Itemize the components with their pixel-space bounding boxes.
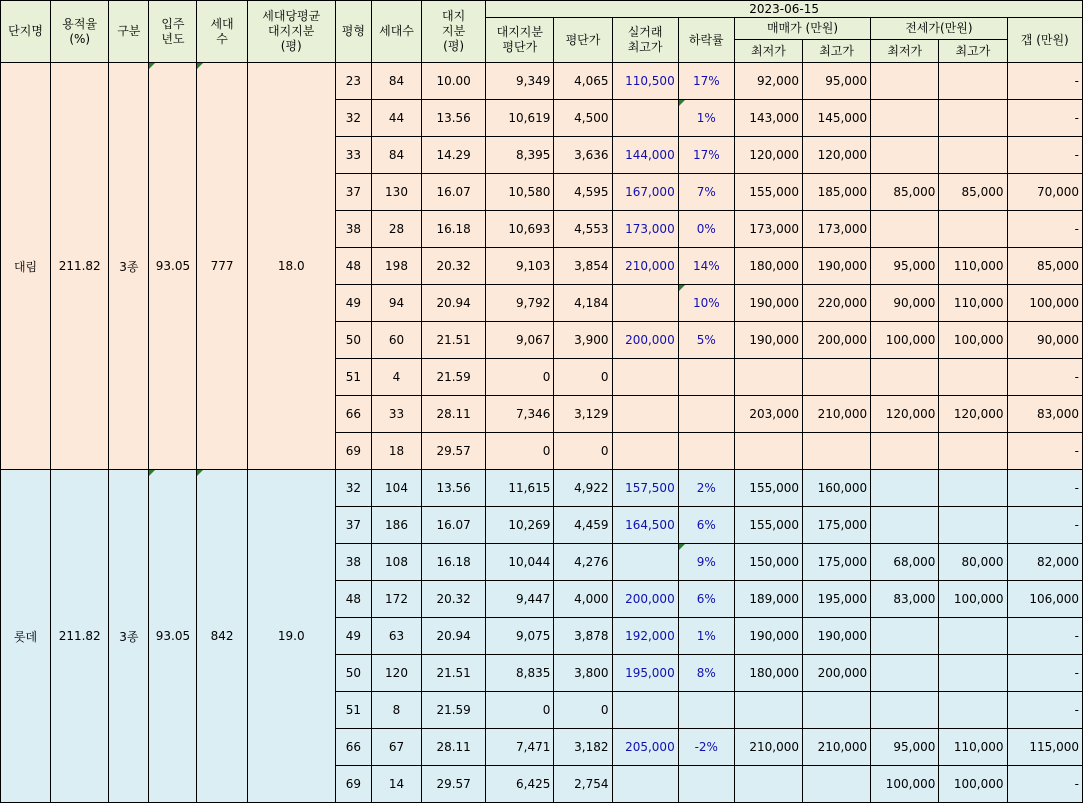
- cell-py-price: 3,854: [554, 248, 612, 285]
- cell-sale-max: [803, 433, 871, 470]
- cell-jeonse-max: 100,000: [939, 322, 1007, 359]
- cell-sale-min: 155,000: [734, 507, 802, 544]
- cell-py-price: 3,878: [554, 618, 612, 655]
- complex-zone: 3종: [109, 63, 149, 470]
- cell-max-trade: [612, 359, 678, 396]
- cell-land-share: 28.11: [422, 729, 486, 766]
- cell-pyeong: 48: [335, 581, 371, 618]
- cell-drop: 9%: [678, 544, 734, 581]
- cell-py-price: 3,900: [554, 322, 612, 359]
- cell-gap: 100,000: [1007, 285, 1082, 322]
- cell-jeonse-min: 85,000: [871, 174, 939, 211]
- cell-jeonse-max: [939, 211, 1007, 248]
- cell-max-trade: 200,000: [612, 581, 678, 618]
- cell-land-share: 16.18: [422, 211, 486, 248]
- cell-jeonse-max: [939, 137, 1007, 174]
- cell-sale-min: [734, 692, 802, 729]
- cell-land-share: 20.32: [422, 248, 486, 285]
- cell-pyeong: 32: [335, 470, 371, 507]
- cell-pyeong: 49: [335, 285, 371, 322]
- cell-jeonse-max: 120,000: [939, 396, 1007, 433]
- cell-sale-max: 145,000: [803, 100, 871, 137]
- cell-jeonse-max: 85,000: [939, 174, 1007, 211]
- cell-pyeong: 23: [335, 63, 371, 100]
- cell-gap: 106,000: [1007, 581, 1082, 618]
- cell-land-price: 10,619: [486, 100, 554, 137]
- cell-max-trade: [612, 285, 678, 322]
- cell-sale-min: 190,000: [734, 322, 802, 359]
- cell-max-trade: [612, 766, 678, 803]
- cell-sale-max: 173,000: [803, 211, 871, 248]
- cell-sale-min: 155,000: [734, 174, 802, 211]
- cell-land-price: 9,792: [486, 285, 554, 322]
- cell-gap: 82,000: [1007, 544, 1082, 581]
- header-sale-max: 최고가: [819, 44, 854, 58]
- cell-land-price: 10,580: [486, 174, 554, 211]
- cell-sale-max: 95,000: [803, 63, 871, 100]
- cell-gap: -: [1007, 137, 1082, 174]
- cell-max-trade: 144,000: [612, 137, 678, 174]
- cell-land-share: 16.18: [422, 544, 486, 581]
- cell-drop: [678, 433, 734, 470]
- cell-unit-count: 63: [371, 618, 421, 655]
- cell-drop: 14%: [678, 248, 734, 285]
- cell-pyeong: 37: [335, 507, 371, 544]
- cell-jeonse-min: [871, 137, 939, 174]
- cell-unit-count: 198: [371, 248, 421, 285]
- header-sale-min: 최저가: [735, 40, 803, 62]
- cell-unit-count: 33: [371, 396, 421, 433]
- cell-sale-min: [734, 433, 802, 470]
- cell-land-share: 10.00: [422, 63, 486, 100]
- cell-jeonse-min: [871, 63, 939, 100]
- cell-gap: -: [1007, 359, 1082, 396]
- cell-max-trade: 110,500: [612, 63, 678, 100]
- cell-jeonse-min: [871, 655, 939, 692]
- cell-drop: 5%: [678, 322, 734, 359]
- cell-sale-min: 173,000: [734, 211, 802, 248]
- cell-drop: [678, 692, 734, 729]
- cell-jeonse-max: 100,000: [939, 581, 1007, 618]
- cell-jeonse-min: [871, 470, 939, 507]
- cell-drop: 1%: [678, 100, 734, 137]
- cell-sale-min: 120,000: [734, 137, 802, 174]
- cell-sale-min: 190,000: [734, 285, 802, 322]
- cell-land-share: 16.07: [422, 507, 486, 544]
- cell-pyeong: 33: [335, 137, 371, 174]
- header-jeonse-max: 최고가: [955, 44, 991, 58]
- cell-py-price: 3,636: [554, 137, 612, 174]
- cell-jeonse-max: [939, 359, 1007, 396]
- cell-max-trade: 210,000: [612, 248, 678, 285]
- cell-unit-count: 84: [371, 137, 421, 174]
- cell-drop: 7%: [678, 174, 734, 211]
- cell-max-trade: [612, 544, 678, 581]
- cell-sale-max: [803, 692, 871, 729]
- cell-max-trade: 192,000: [612, 618, 678, 655]
- cell-py-price: 0: [554, 359, 612, 396]
- cell-sale-max: 185,000: [803, 174, 871, 211]
- cell-sale-max: 175,000: [803, 507, 871, 544]
- header-year: [149, 1, 197, 63]
- complex-households: 777: [197, 63, 247, 470]
- cell-land-share: 21.51: [422, 322, 486, 359]
- cell-jeonse-max: 100,000: [939, 766, 1007, 803]
- cell-land-share: 29.57: [422, 766, 486, 803]
- cell-drop: [678, 396, 734, 433]
- cell-unit-count: 14: [371, 766, 421, 803]
- cell-land-share: 28.11: [422, 396, 486, 433]
- cell-land-price: 9,349: [486, 63, 554, 100]
- cell-jeonse-max: [939, 100, 1007, 137]
- header-households-label: 세대 수: [210, 16, 234, 46]
- cell-jeonse-max: 110,000: [939, 729, 1007, 766]
- cell-unit-count: 108: [371, 544, 421, 581]
- cell-gap: -: [1007, 507, 1082, 544]
- cell-unit-count: 44: [371, 100, 421, 137]
- cell-jeonse-min: [871, 507, 939, 544]
- cell-jeonse-min: [871, 211, 939, 248]
- cell-unit-count: 94: [371, 285, 421, 322]
- header-land-price: [486, 18, 554, 63]
- cell-max-trade: 164,500: [612, 507, 678, 544]
- cell-land-price: 8,835: [486, 655, 554, 692]
- cell-pyeong: 49: [335, 618, 371, 655]
- cell-drop: 8%: [678, 655, 734, 692]
- complex-far: 211.82: [51, 470, 109, 803]
- cell-pyeong: 69: [335, 766, 371, 803]
- complex-households: 842: [197, 470, 247, 803]
- table-row: [1, 470, 1083, 507]
- cell-drop: -2%: [678, 729, 734, 766]
- cell-jeonse-min: 100,000: [871, 766, 939, 803]
- cell-sale-max: 200,000: [803, 655, 871, 692]
- cell-sale-min: 180,000: [734, 655, 802, 692]
- cell-max-trade: 157,500: [612, 470, 678, 507]
- cell-sale-min: 150,000: [734, 544, 802, 581]
- cell-drop: [678, 766, 734, 803]
- cell-sale-max: 190,000: [803, 248, 871, 285]
- cell-land-price: 9,067: [486, 322, 554, 359]
- header-far-label: 용적율 (%): [62, 16, 98, 46]
- cell-gap: 85,000: [1007, 248, 1082, 285]
- cell-jeonse-max: 110,000: [939, 285, 1007, 322]
- cell-py-price: 3,129: [554, 396, 612, 433]
- cell-jeonse-min: 90,000: [871, 285, 939, 322]
- cell-py-price: 0: [554, 433, 612, 470]
- complex-name: 대림: [1, 63, 51, 470]
- cell-pyeong: 38: [335, 211, 371, 248]
- cell-land-share: 21.59: [422, 692, 486, 729]
- cell-sale-min: 189,000: [734, 581, 802, 618]
- cell-sale-min: [734, 766, 802, 803]
- header-households: [197, 1, 247, 63]
- cell-pyeong: 51: [335, 359, 371, 396]
- cell-pyeong: 69: [335, 433, 371, 470]
- cell-drop: 2%: [678, 470, 734, 507]
- complex-land-per-hh: 18.0: [247, 63, 335, 470]
- cell-jeonse-max: [939, 63, 1007, 100]
- header-land-share-label: 대지 지분 (평): [442, 9, 466, 53]
- header-sale-sub: [735, 40, 870, 62]
- cell-py-price: 4,500: [554, 100, 612, 137]
- cell-sale-max: 200,000: [803, 322, 871, 359]
- cell-pyeong: 50: [335, 655, 371, 692]
- cell-sale-min: 92,000: [734, 63, 802, 100]
- cell-py-price: 4,000: [554, 581, 612, 618]
- cell-land-price: 0: [486, 433, 554, 470]
- cell-py-price: 4,184: [554, 285, 612, 322]
- cell-max-trade: [612, 692, 678, 729]
- cell-max-trade: 167,000: [612, 174, 678, 211]
- cell-jeonse-min: 100,000: [871, 322, 939, 359]
- header-max-trade: [612, 18, 678, 63]
- cell-pyeong: 48: [335, 248, 371, 285]
- header-date: 2023-06-15: [486, 1, 1083, 18]
- header-zone: 구분: [109, 1, 149, 63]
- cell-pyeong: 66: [335, 729, 371, 766]
- cell-land-price: 0: [486, 359, 554, 396]
- cell-land-price: 7,471: [486, 729, 554, 766]
- cell-gap: 90,000: [1007, 322, 1082, 359]
- cell-jeonse-max: 110,000: [939, 248, 1007, 285]
- cell-land-price: 9,103: [486, 248, 554, 285]
- cell-pyeong: 32: [335, 100, 371, 137]
- cell-jeonse-min: [871, 359, 939, 396]
- header-jeonse-min: 최저가: [871, 40, 939, 62]
- cell-jeonse-min: [871, 100, 939, 137]
- cell-py-price: 4,459: [554, 507, 612, 544]
- cell-unit-count: 8: [371, 692, 421, 729]
- header-sale-group: [734, 18, 870, 63]
- cell-drop: 6%: [678, 507, 734, 544]
- cell-jeonse-max: [939, 470, 1007, 507]
- header-py-price: 평단가: [554, 18, 612, 63]
- cell-land-share: 16.07: [422, 174, 486, 211]
- cell-land-share: 20.94: [422, 618, 486, 655]
- cell-sale-max: 220,000: [803, 285, 871, 322]
- table-body: [1, 63, 1083, 803]
- cell-max-trade: 205,000: [612, 729, 678, 766]
- cell-jeonse-min: 120,000: [871, 396, 939, 433]
- cell-land-share: 29.57: [422, 433, 486, 470]
- header-unit-count: 세대수: [371, 1, 421, 63]
- table-row: [1, 63, 1083, 100]
- cell-sale-max: 195,000: [803, 581, 871, 618]
- cell-land-share: 21.51: [422, 655, 486, 692]
- cell-land-share: 21.59: [422, 359, 486, 396]
- cell-jeonse-max: [939, 618, 1007, 655]
- cell-sale-max: 175,000: [803, 544, 871, 581]
- cell-pyeong: 50: [335, 322, 371, 359]
- cell-drop: 1%: [678, 618, 734, 655]
- complex-year: 93.05: [149, 63, 197, 470]
- complex-name: 롯데: [1, 470, 51, 803]
- header-far: [51, 1, 109, 63]
- cell-unit-count: 130: [371, 174, 421, 211]
- cell-sale-min: [734, 359, 802, 396]
- cell-land-price: 8,395: [486, 137, 554, 174]
- header-land-price-label: 대지지분 평단가: [496, 25, 543, 54]
- cell-unit-count: 172: [371, 581, 421, 618]
- cell-gap: -: [1007, 100, 1082, 137]
- cell-unit-count: 186: [371, 507, 421, 544]
- header-land-per-hh: [247, 1, 335, 63]
- cell-jeonse-min: [871, 618, 939, 655]
- cell-gap: -: [1007, 618, 1082, 655]
- cell-drop: 10%: [678, 285, 734, 322]
- cell-sale-max: [803, 766, 871, 803]
- cell-gap: -: [1007, 692, 1082, 729]
- cell-drop: 17%: [678, 63, 734, 100]
- cell-max-trade: [612, 396, 678, 433]
- cell-unit-count: 120: [371, 655, 421, 692]
- complex-zone: 3종: [109, 470, 149, 803]
- cell-sale-min: 190,000: [734, 618, 802, 655]
- header-sale: 매매가 (만원): [735, 18, 870, 40]
- header-complex: 단지명: [1, 1, 51, 63]
- cell-max-trade: [612, 433, 678, 470]
- cell-gap: -: [1007, 433, 1082, 470]
- cell-py-price: 2,754: [554, 766, 612, 803]
- cell-jeonse-min: 95,000: [871, 729, 939, 766]
- cell-land-price: 0: [486, 692, 554, 729]
- header-jeonse-group: [871, 18, 1007, 63]
- header-year-label: 입주 년도: [161, 16, 185, 46]
- cell-unit-count: 4: [371, 359, 421, 396]
- cell-land-price: 10,693: [486, 211, 554, 248]
- cell-sale-min: 180,000: [734, 248, 802, 285]
- cell-land-share: 14.29: [422, 137, 486, 174]
- cell-land-share: 20.94: [422, 285, 486, 322]
- cell-drop: [678, 359, 734, 396]
- cell-land-share: 20.32: [422, 581, 486, 618]
- cell-gap: -: [1007, 655, 1082, 692]
- cell-jeonse-min: [871, 692, 939, 729]
- cell-sale-min: 143,000: [734, 100, 802, 137]
- cell-py-price: 3,800: [554, 655, 612, 692]
- cell-unit-count: 104: [371, 470, 421, 507]
- cell-unit-count: 28: [371, 211, 421, 248]
- cell-jeonse-min: [871, 433, 939, 470]
- complex-land-per-hh: 19.0: [247, 470, 335, 803]
- cell-jeonse-max: [939, 507, 1007, 544]
- cell-pyeong: 51: [335, 692, 371, 729]
- cell-pyeong: 37: [335, 174, 371, 211]
- header-pyeong: 평형: [335, 1, 371, 63]
- cell-land-share: 13.56: [422, 100, 486, 137]
- cell-unit-count: 18: [371, 433, 421, 470]
- cell-py-price: 4,595: [554, 174, 612, 211]
- cell-unit-count: 84: [371, 63, 421, 100]
- cell-sale-min: 155,000: [734, 470, 802, 507]
- cell-jeonse-min: 95,000: [871, 248, 939, 285]
- cell-sale-min: 203,000: [734, 396, 802, 433]
- cell-gap: -: [1007, 470, 1082, 507]
- cell-py-price: 0: [554, 692, 612, 729]
- cell-land-price: 9,075: [486, 618, 554, 655]
- cell-land-price: 7,346: [486, 396, 554, 433]
- header-land-share: [422, 1, 486, 63]
- cell-gap: 70,000: [1007, 174, 1082, 211]
- cell-jeonse-max: [939, 655, 1007, 692]
- cell-drop: 6%: [678, 581, 734, 618]
- cell-gap: -: [1007, 766, 1082, 803]
- cell-land-price: 10,044: [486, 544, 554, 581]
- cell-py-price: 4,065: [554, 63, 612, 100]
- cell-land-share: 13.56: [422, 470, 486, 507]
- header-max-trade-label: 실거래 최고가: [627, 25, 663, 54]
- cell-unit-count: 60: [371, 322, 421, 359]
- cell-jeonse-max: [939, 692, 1007, 729]
- cell-py-price: 3,182: [554, 729, 612, 766]
- cell-sale-max: 120,000: [803, 137, 871, 174]
- cell-drop: 0%: [678, 211, 734, 248]
- header-jeonse-sub: [871, 40, 1006, 62]
- cell-drop: 17%: [678, 137, 734, 174]
- cell-sale-min: 210,000: [734, 729, 802, 766]
- cell-sale-max: 160,000: [803, 470, 871, 507]
- cell-py-price: 4,922: [554, 470, 612, 507]
- cell-jeonse-min: 83,000: [871, 581, 939, 618]
- complex-year: 93.05: [149, 470, 197, 803]
- cell-jeonse-max: 80,000: [939, 544, 1007, 581]
- header-jeonse: 전세가(만원): [871, 18, 1006, 40]
- cell-py-price: 4,276: [554, 544, 612, 581]
- cell-unit-count: 67: [371, 729, 421, 766]
- cell-sale-max: [803, 359, 871, 396]
- cell-py-price: 4,553: [554, 211, 612, 248]
- header-land-per-hh-label: 세대당평균 대지지분 (평): [262, 9, 321, 53]
- cell-land-price: 9,447: [486, 581, 554, 618]
- cell-max-trade: 173,000: [612, 211, 678, 248]
- cell-max-trade: [612, 100, 678, 137]
- cell-land-price: 6,425: [486, 766, 554, 803]
- cell-jeonse-max: [939, 433, 1007, 470]
- complex-far: 211.82: [51, 63, 109, 470]
- cell-gap: 115,000: [1007, 729, 1082, 766]
- cell-gap: -: [1007, 211, 1082, 248]
- cell-sale-max: 210,000: [803, 729, 871, 766]
- cell-sale-max: 210,000: [803, 396, 871, 433]
- cell-gap: 83,000: [1007, 396, 1082, 433]
- header-drop: 하락률: [678, 18, 734, 63]
- cell-max-trade: 200,000: [612, 322, 678, 359]
- cell-land-price: 10,269: [486, 507, 554, 544]
- cell-gap: -: [1007, 63, 1082, 100]
- header-gap: 갭 (만원): [1007, 18, 1082, 63]
- cell-pyeong: 66: [335, 396, 371, 433]
- cell-pyeong: 38: [335, 544, 371, 581]
- cell-sale-max: 190,000: [803, 618, 871, 655]
- cell-land-price: 11,615: [486, 470, 554, 507]
- cell-jeonse-min: 68,000: [871, 544, 939, 581]
- cell-max-trade: 195,000: [612, 655, 678, 692]
